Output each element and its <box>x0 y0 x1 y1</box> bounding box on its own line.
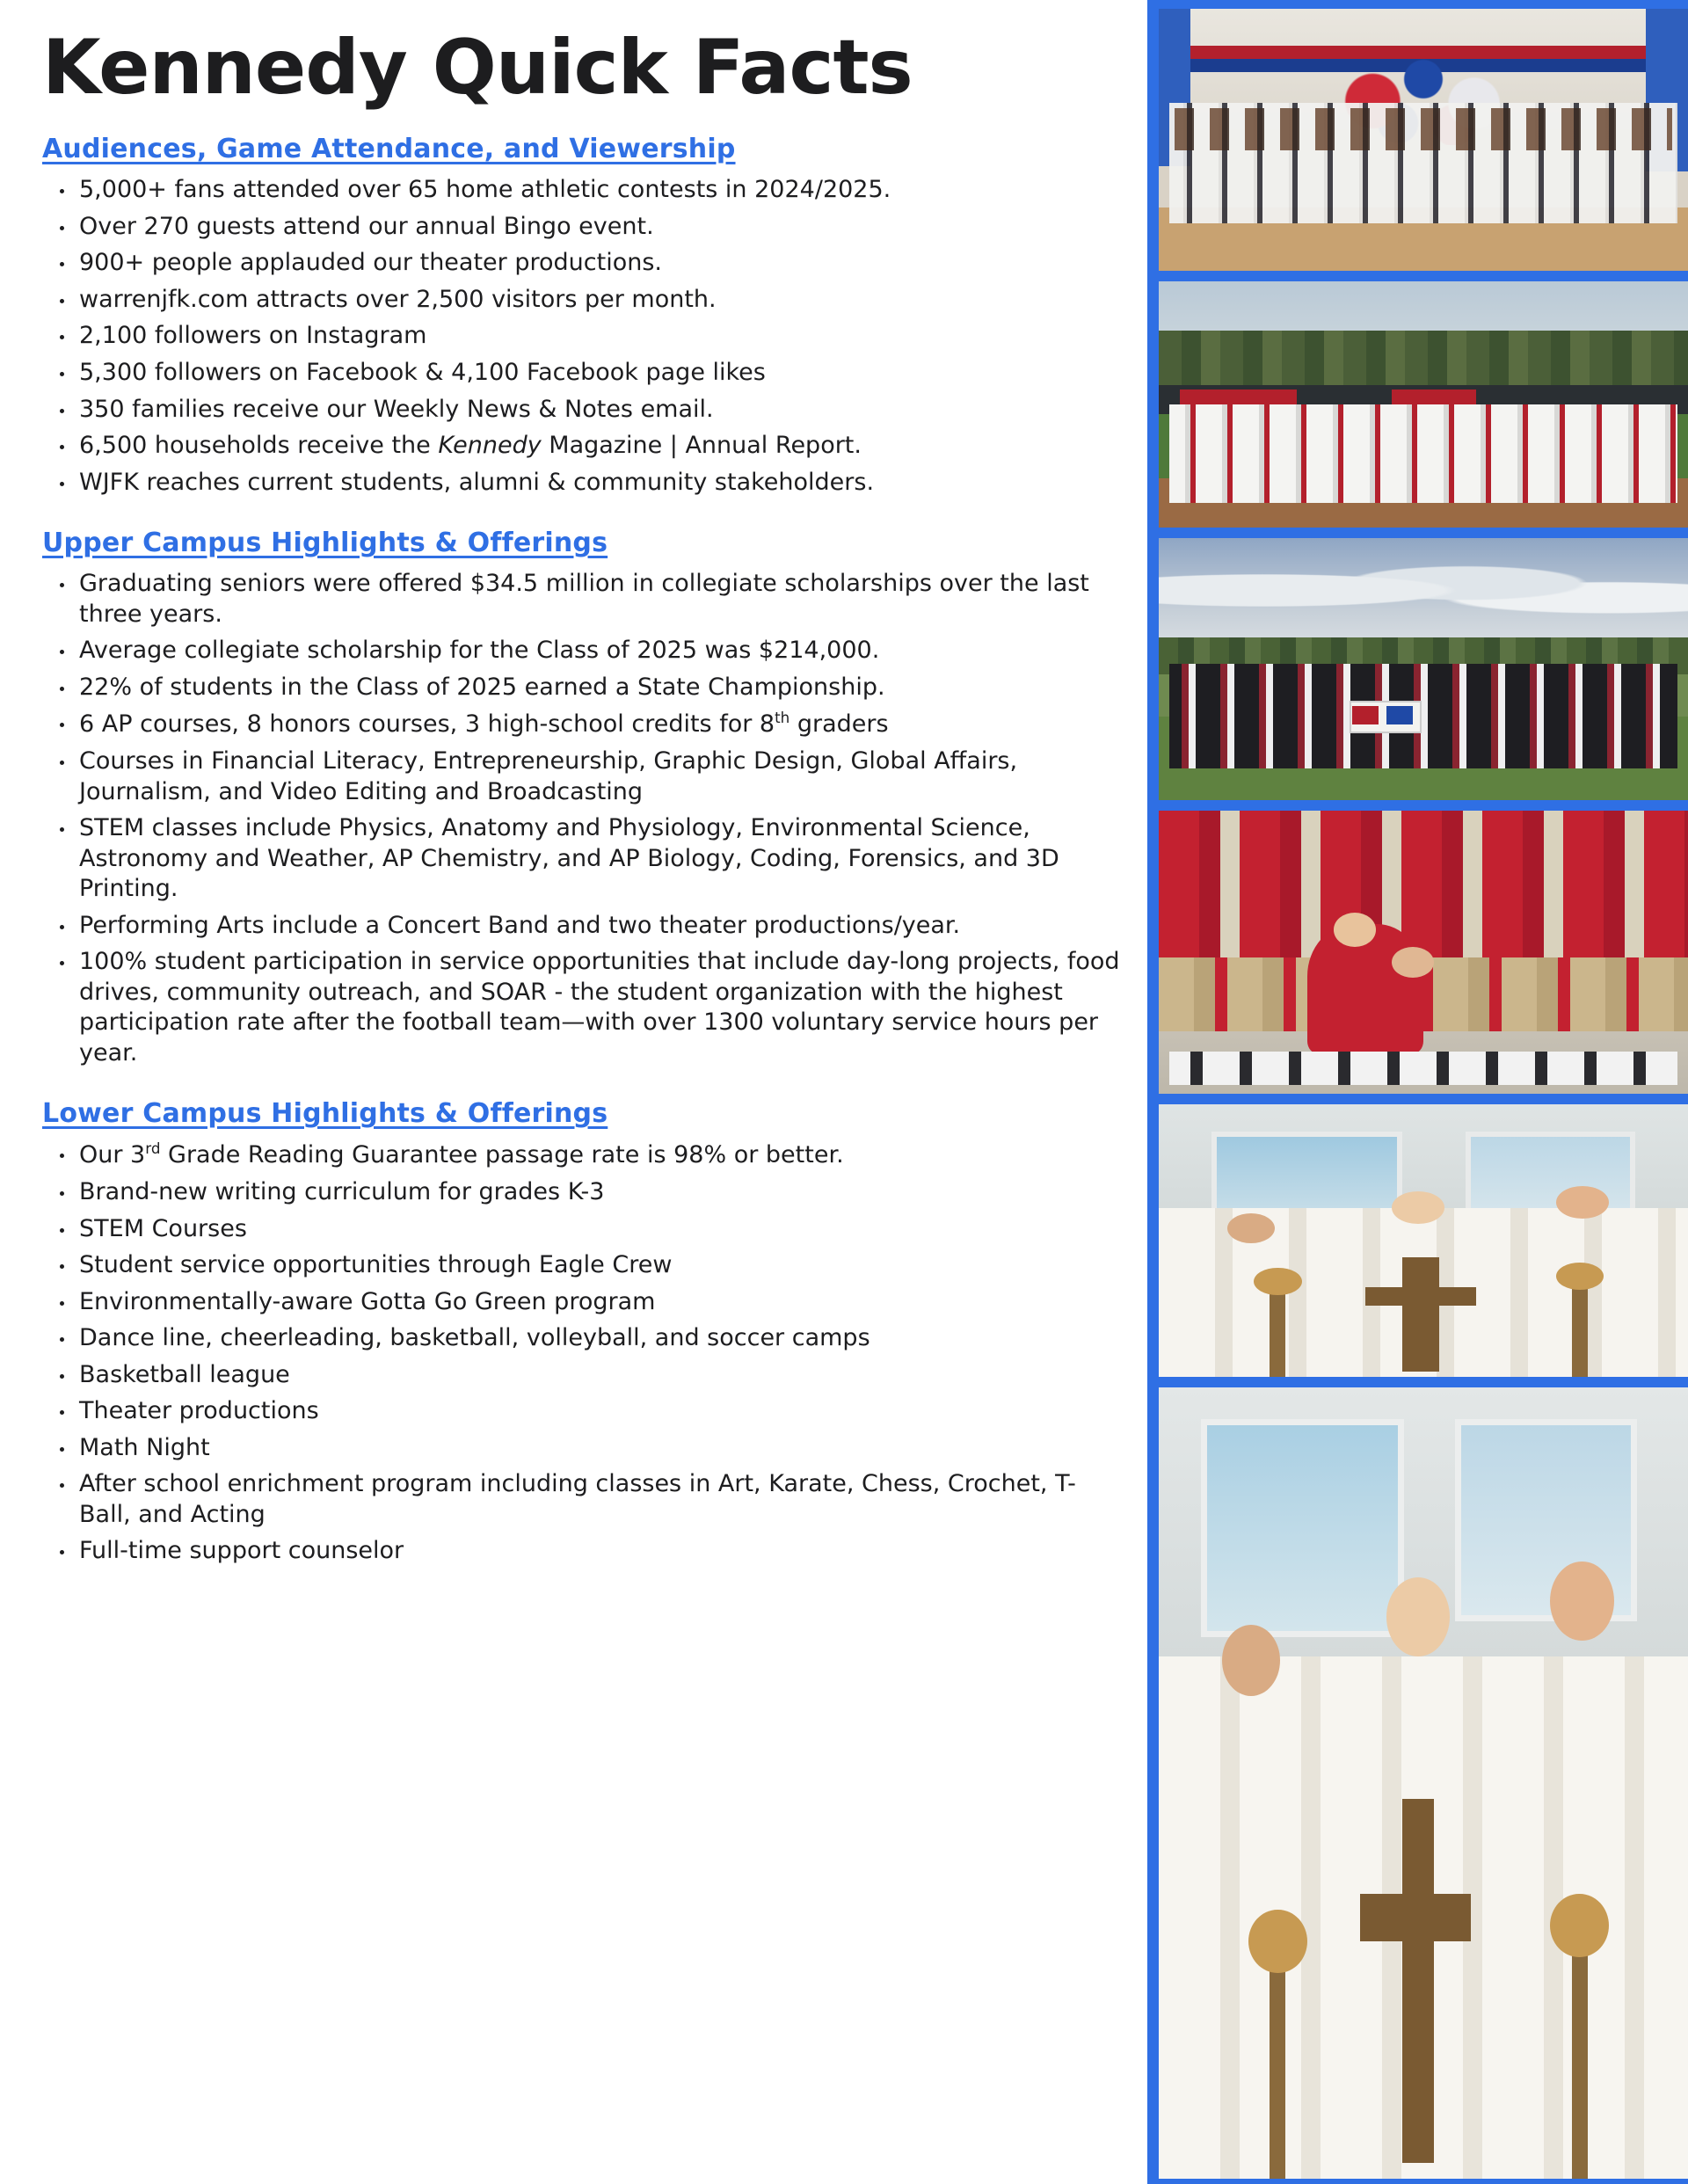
section-audiences <box>42 134 1121 498</box>
students-in-liturgical-robes-closeup <box>1159 1387 1688 2179</box>
list-item: Theater productions <box>42 1396 1121 1427</box>
section-lower-campus <box>42 1098 1121 1567</box>
list-item: Graduating seniors were offered $34.5 million in collegiate scholarships over the last three years. <box>42 569 1121 630</box>
list-item: 6,500 households receive the Kennedy Magazine | Annual Report. <box>42 431 1121 462</box>
section-heading-upper-campus: Upper Campus Highlights & Offerings <box>42 528 608 559</box>
list-item: Math Night <box>42 1433 1121 1464</box>
bullet-list-upper-campus <box>42 569 1121 1068</box>
bullet-list-audiences <box>42 175 1121 498</box>
list-item: Over 270 guests attend our annual Bingo event. <box>42 212 1121 243</box>
bullet-list-lower-campus <box>42 1139 1121 1567</box>
list-item: Our 3rd Grade Reading Guarantee passage rate is 98% or better. <box>42 1139 1121 1171</box>
list-item: Student service opportunities through Eagle Crew <box>42 1250 1121 1281</box>
list-item: Performing Arts include a Concert Band and two theater productions/year. <box>42 911 1121 942</box>
list-item: 22% of students in the Class of 2025 earned a State Championship. <box>42 673 1121 703</box>
list-item: Basketball league <box>42 1360 1121 1391</box>
list-item: warrenjfk.com attracts over 2,500 visitors per month. <box>42 285 1121 316</box>
page-title: Kennedy Quick Facts <box>42 24 913 112</box>
list-item: Environmentally-aware Gotta Go Green program <box>42 1287 1121 1318</box>
ordinal-suffix: rd <box>145 1139 161 1158</box>
list-item: Dance line, cheerleading, basketball, volleyball, and soccer camps <box>42 1323 1121 1354</box>
list-item: Full-time support counselor <box>42 1536 1121 1567</box>
list-item: WJFK reaches current students, alumni & community stakeholders. <box>42 468 1121 499</box>
ordinal-suffix: th <box>775 709 790 727</box>
list-item: 350 families receive our Weekly News & Notes email. <box>42 395 1121 426</box>
section-heading-audiences: Audiences, Game Attendance, and Viewership <box>42 134 736 165</box>
list-item: 6 AP courses, 8 honors courses, 3 high-school credits for 8th graders <box>42 709 1121 740</box>
students-in-liturgical-robes <box>1159 1104 1688 1377</box>
spirit-day-red-shirts <box>1159 811 1688 1094</box>
list-item: 2,100 followers on Instagram <box>42 321 1121 352</box>
list-item: 900+ people applauded our theater productions. <box>42 248 1121 279</box>
baseball-team-lineup <box>1159 281 1688 528</box>
photo-column <box>1147 0 1688 2184</box>
list-item: Courses in Financial Literacy, Entrepreneurship, Graphic Design, Global Affairs, Journalism, and Video Editing and Broadcasting <box>42 746 1121 807</box>
magazine-name: Kennedy <box>438 432 542 460</box>
students-on-field-with-sign <box>1159 538 1688 800</box>
list-item: After school enrichment program including classes in Art, Karate, Chess, Crochet, T-Ball, and Acting <box>42 1469 1121 1530</box>
list-item: 5,300 followers on Facebook & 4,100 Facebook page likes <box>42 358 1121 389</box>
section-heading-lower-campus: Lower Campus Highlights & Offerings <box>42 1098 608 1130</box>
list-item: STEM classes include Physics, Anatomy and Physiology, Environmental Science, Astronomy and Weather, AP Chemistry, and AP Biology, Coding, Forensics, and 3D Printing. <box>42 813 1121 905</box>
list-item: Brand-new writing curriculum for grades K-3 <box>42 1177 1121 1208</box>
gym-group-photo <box>1159 9 1688 271</box>
section-upper-campus <box>42 528 1121 1068</box>
list-item: STEM Courses <box>42 1214 1121 1245</box>
list-item: Average collegiate scholarship for the Class of 2025 was $214,000. <box>42 636 1121 666</box>
list-item: 100% student participation in service opportunities that include day-long projects, food drives, community outreach, and SOAR - the student organization with the highest participation rate after the football team—with over 1300 voluntary service hours per year. <box>42 947 1121 1068</box>
list-item: 5,000+ fans attended over 65 home athletic contests in 2024/2025. <box>42 175 1121 206</box>
